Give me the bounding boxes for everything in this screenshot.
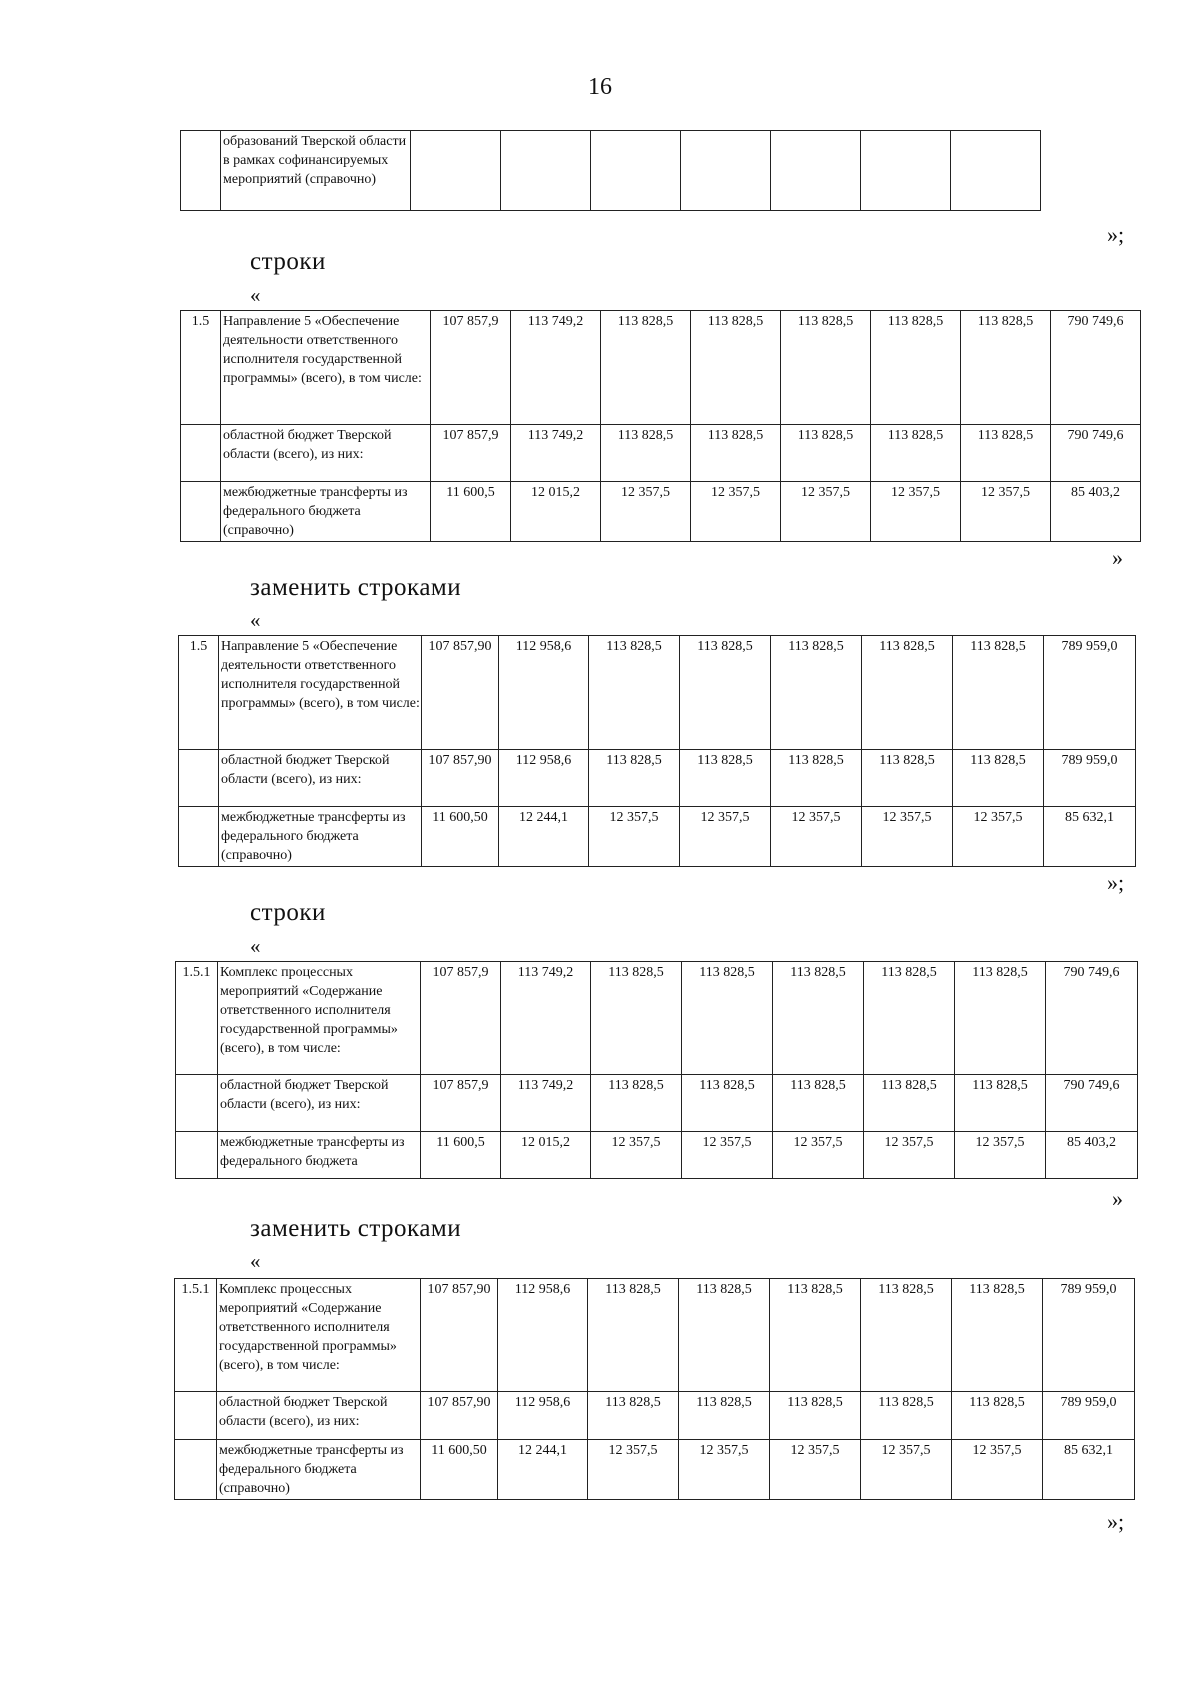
code-cell: [175, 1440, 217, 1500]
code-cell: [181, 131, 221, 211]
description-cell: Комплекс процессных мероприятий «Содержание ответственного исполнителя государственной программы» (всего), в том числе:: [217, 1279, 421, 1392]
value-cell: 113 828,5: [952, 1279, 1043, 1392]
description-cell: Направление 5 «Обеспечение деятельности ответственного исполнителя государственной программы» (всего), в том числе:: [219, 636, 422, 750]
value-cell: 113 749,2: [501, 1075, 591, 1132]
value-cell: 789 959,0: [1044, 750, 1136, 807]
table-row: [181, 425, 1141, 482]
top-fragment: [180, 130, 1041, 211]
value-cell: 12 357,5: [691, 482, 781, 542]
value-cell: 12 357,5: [589, 807, 680, 867]
value-cell: 113 828,5: [601, 311, 691, 425]
value-cell: 113 828,5: [589, 750, 680, 807]
value-cell: 11 600,50: [421, 1440, 498, 1500]
value-cell: 12 357,5: [680, 807, 771, 867]
value-cell: 11 600,50: [422, 807, 499, 867]
value-cell: 113 828,5: [862, 636, 953, 750]
table-row: [181, 311, 1141, 425]
top-fragment-table: [180, 130, 1041, 211]
value-cell: 113 828,5: [961, 311, 1051, 425]
table-row: [181, 482, 1141, 542]
opening-quote: «: [250, 283, 261, 307]
section-heading: строки: [250, 899, 326, 926]
description-cell: областной бюджет Тверской области (всего), из них:: [217, 1392, 421, 1440]
value-cell: 113 828,5: [770, 1392, 861, 1440]
section1-table-wrap: [180, 310, 1141, 542]
value-cell: 11 600,5: [431, 482, 511, 542]
value-cell: 113 828,5: [588, 1392, 679, 1440]
value-cell: 85 632,1: [1043, 1440, 1135, 1500]
value-cell: 113 828,5: [871, 311, 961, 425]
value-cell: 113 828,5: [589, 636, 680, 750]
description-cell: Направление 5 «Обеспечение деятельности ответственного исполнителя государственной программы» (всего), в том числе:: [221, 311, 431, 425]
value-cell: 12 357,5: [864, 1132, 955, 1179]
value-cell: 107 857,90: [421, 1279, 498, 1392]
value-cell: 107 857,9: [431, 425, 511, 482]
code-cell: [181, 425, 221, 482]
closing-quote: »;: [1107, 870, 1125, 895]
section-heading: заменить строками: [250, 1215, 462, 1242]
value-cell: 113 828,5: [864, 1075, 955, 1132]
description-cell: областной бюджет Тверской области (всего), из них:: [218, 1075, 421, 1132]
value-cell: 789 959,0: [1043, 1392, 1135, 1440]
section-heading: строки: [250, 248, 326, 275]
value-cell: 113 828,5: [679, 1279, 770, 1392]
description-cell: образований Тверской области в рамках софинансируемых мероприятий (справочно): [221, 131, 411, 211]
value-cell: 113 828,5: [771, 636, 862, 750]
closing-quote: »;: [1107, 1509, 1125, 1534]
value-cell: 12 244,1: [498, 1440, 588, 1500]
value-cell: 107 857,9: [431, 311, 511, 425]
value-cell: 789 959,0: [1043, 1279, 1135, 1392]
value-cell: 107 857,90: [422, 636, 499, 750]
table-row: [181, 131, 1041, 211]
value-cell: 113 828,5: [591, 962, 682, 1075]
value-cell: 113 828,5: [691, 425, 781, 482]
table-row: [175, 1440, 1135, 1500]
value-cell: 12 357,5: [773, 1132, 864, 1179]
value-cell: 113 828,5: [691, 311, 781, 425]
value-cell: 113 828,5: [955, 1075, 1046, 1132]
closing-quote: »: [1112, 545, 1123, 570]
value-cell: 12 357,5: [771, 807, 862, 867]
description-cell: областной бюджет Тверской области (всего), из них:: [219, 750, 422, 807]
value-cell: 12 357,5: [682, 1132, 773, 1179]
table-row: [176, 962, 1138, 1075]
value-cell: 85 403,2: [1046, 1132, 1138, 1179]
value-cell: 12 357,5: [961, 482, 1051, 542]
opening-quote: «: [250, 1249, 261, 1273]
value-cell: 113 828,5: [771, 750, 862, 807]
value-cell: [771, 131, 861, 211]
value-cell: 113 828,5: [862, 750, 953, 807]
value-cell: 12 357,5: [871, 482, 961, 542]
value-cell: 113 828,5: [953, 750, 1044, 807]
value-cell: [501, 131, 591, 211]
section-heading: заменить строками: [250, 574, 462, 601]
code-cell: 1.5: [181, 311, 221, 425]
value-cell: 12 357,5: [952, 1440, 1043, 1500]
value-cell: 113 828,5: [861, 1279, 952, 1392]
value-cell: 113 828,5: [588, 1279, 679, 1392]
value-cell: 12 015,2: [501, 1132, 591, 1179]
table-row: [176, 1075, 1138, 1132]
value-cell: 12 357,5: [591, 1132, 682, 1179]
value-cell: 12 357,5: [601, 482, 691, 542]
table-row: [179, 807, 1136, 867]
value-cell: 113 828,5: [770, 1279, 861, 1392]
table-row: [175, 1279, 1135, 1392]
code-cell: [175, 1392, 217, 1440]
code-cell: [179, 807, 219, 867]
value-cell: 85 632,1: [1044, 807, 1136, 867]
description-cell: межбюджетные трансферты из федерального бюджета (справочно): [221, 482, 431, 542]
opening-quote: «: [250, 608, 261, 632]
closing-quote: »: [1112, 1186, 1123, 1211]
value-cell: 107 857,9: [421, 962, 501, 1075]
value-cell: 113 749,2: [511, 425, 601, 482]
description-cell: межбюджетные трансферты из федерального бюджета: [218, 1132, 421, 1179]
description-cell: межбюджетные трансферты из федерального бюджета (справочно): [217, 1440, 421, 1500]
page-number: 16: [588, 74, 612, 100]
value-cell: 113 828,5: [682, 1075, 773, 1132]
opening-quote: «: [250, 934, 261, 958]
value-cell: [861, 131, 951, 211]
code-cell: [176, 1075, 218, 1132]
value-cell: 113 828,5: [781, 425, 871, 482]
value-cell: 85 403,2: [1051, 482, 1141, 542]
value-cell: 107 857,9: [421, 1075, 501, 1132]
value-cell: [591, 131, 681, 211]
table-row: [176, 1132, 1138, 1179]
value-cell: [951, 131, 1041, 211]
value-cell: 113 749,2: [511, 311, 601, 425]
closing-quote: »;: [1107, 222, 1125, 247]
value-cell: 790 749,6: [1046, 962, 1138, 1075]
description-cell: Комплекс процессных мероприятий «Содержание ответственного исполнителя государственной программы» (всего), в том числе:: [218, 962, 421, 1075]
value-cell: 113 828,5: [773, 1075, 864, 1132]
value-cell: 12 357,5: [955, 1132, 1046, 1179]
value-cell: 113 828,5: [680, 750, 771, 807]
description-cell: областной бюджет Тверской области (всего), из них:: [221, 425, 431, 482]
value-cell: 790 749,6: [1051, 311, 1141, 425]
table-row: [179, 636, 1136, 750]
value-cell: 113 828,5: [601, 425, 691, 482]
value-cell: [681, 131, 771, 211]
value-cell: 113 749,2: [501, 962, 591, 1075]
value-cell: 113 828,5: [871, 425, 961, 482]
value-cell: 112 958,6: [498, 1279, 588, 1392]
value-cell: 113 828,5: [680, 636, 771, 750]
code-cell: 1.5: [179, 636, 219, 750]
code-cell: [179, 750, 219, 807]
code-cell: [181, 482, 221, 542]
value-cell: 113 828,5: [781, 311, 871, 425]
value-cell: 790 749,6: [1046, 1075, 1138, 1132]
value-cell: 12 357,5: [862, 807, 953, 867]
section3-table-wrap: [175, 961, 1138, 1179]
section4-table-wrap: [174, 1278, 1135, 1500]
table-row: [175, 1392, 1135, 1440]
value-cell: 12 357,5: [953, 807, 1044, 867]
value-cell: [411, 131, 501, 211]
section3-table: [175, 961, 1138, 1179]
description-cell: межбюджетные трансферты из федерального бюджета (справочно): [219, 807, 422, 867]
value-cell: 12 357,5: [679, 1440, 770, 1500]
value-cell: 113 828,5: [682, 962, 773, 1075]
code-cell: 1.5.1: [176, 962, 218, 1075]
table-row: [179, 750, 1136, 807]
value-cell: 790 749,6: [1051, 425, 1141, 482]
section4-table: [174, 1278, 1135, 1500]
value-cell: 789 959,0: [1044, 636, 1136, 750]
value-cell: 112 958,6: [498, 1392, 588, 1440]
value-cell: 12 357,5: [770, 1440, 861, 1500]
section1-table: [180, 310, 1141, 542]
value-cell: 113 828,5: [864, 962, 955, 1075]
value-cell: 113 828,5: [773, 962, 864, 1075]
code-cell: 1.5.1: [175, 1279, 217, 1392]
value-cell: 12 357,5: [861, 1440, 952, 1500]
value-cell: 112 958,6: [499, 750, 589, 807]
value-cell: 107 857,90: [422, 750, 499, 807]
value-cell: 113 828,5: [961, 425, 1051, 482]
value-cell: 112 958,6: [499, 636, 589, 750]
value-cell: 11 600,5: [421, 1132, 501, 1179]
value-cell: 12 015,2: [511, 482, 601, 542]
value-cell: 107 857,90: [421, 1392, 498, 1440]
section2-table-wrap: [178, 635, 1136, 867]
value-cell: 113 828,5: [955, 962, 1046, 1075]
value-cell: 12 357,5: [588, 1440, 679, 1500]
value-cell: 12 357,5: [781, 482, 871, 542]
value-cell: 113 828,5: [952, 1392, 1043, 1440]
value-cell: 113 828,5: [679, 1392, 770, 1440]
value-cell: 12 244,1: [499, 807, 589, 867]
value-cell: 113 828,5: [861, 1392, 952, 1440]
value-cell: 113 828,5: [591, 1075, 682, 1132]
code-cell: [176, 1132, 218, 1179]
section2-table: [178, 635, 1136, 867]
value-cell: 113 828,5: [953, 636, 1044, 750]
